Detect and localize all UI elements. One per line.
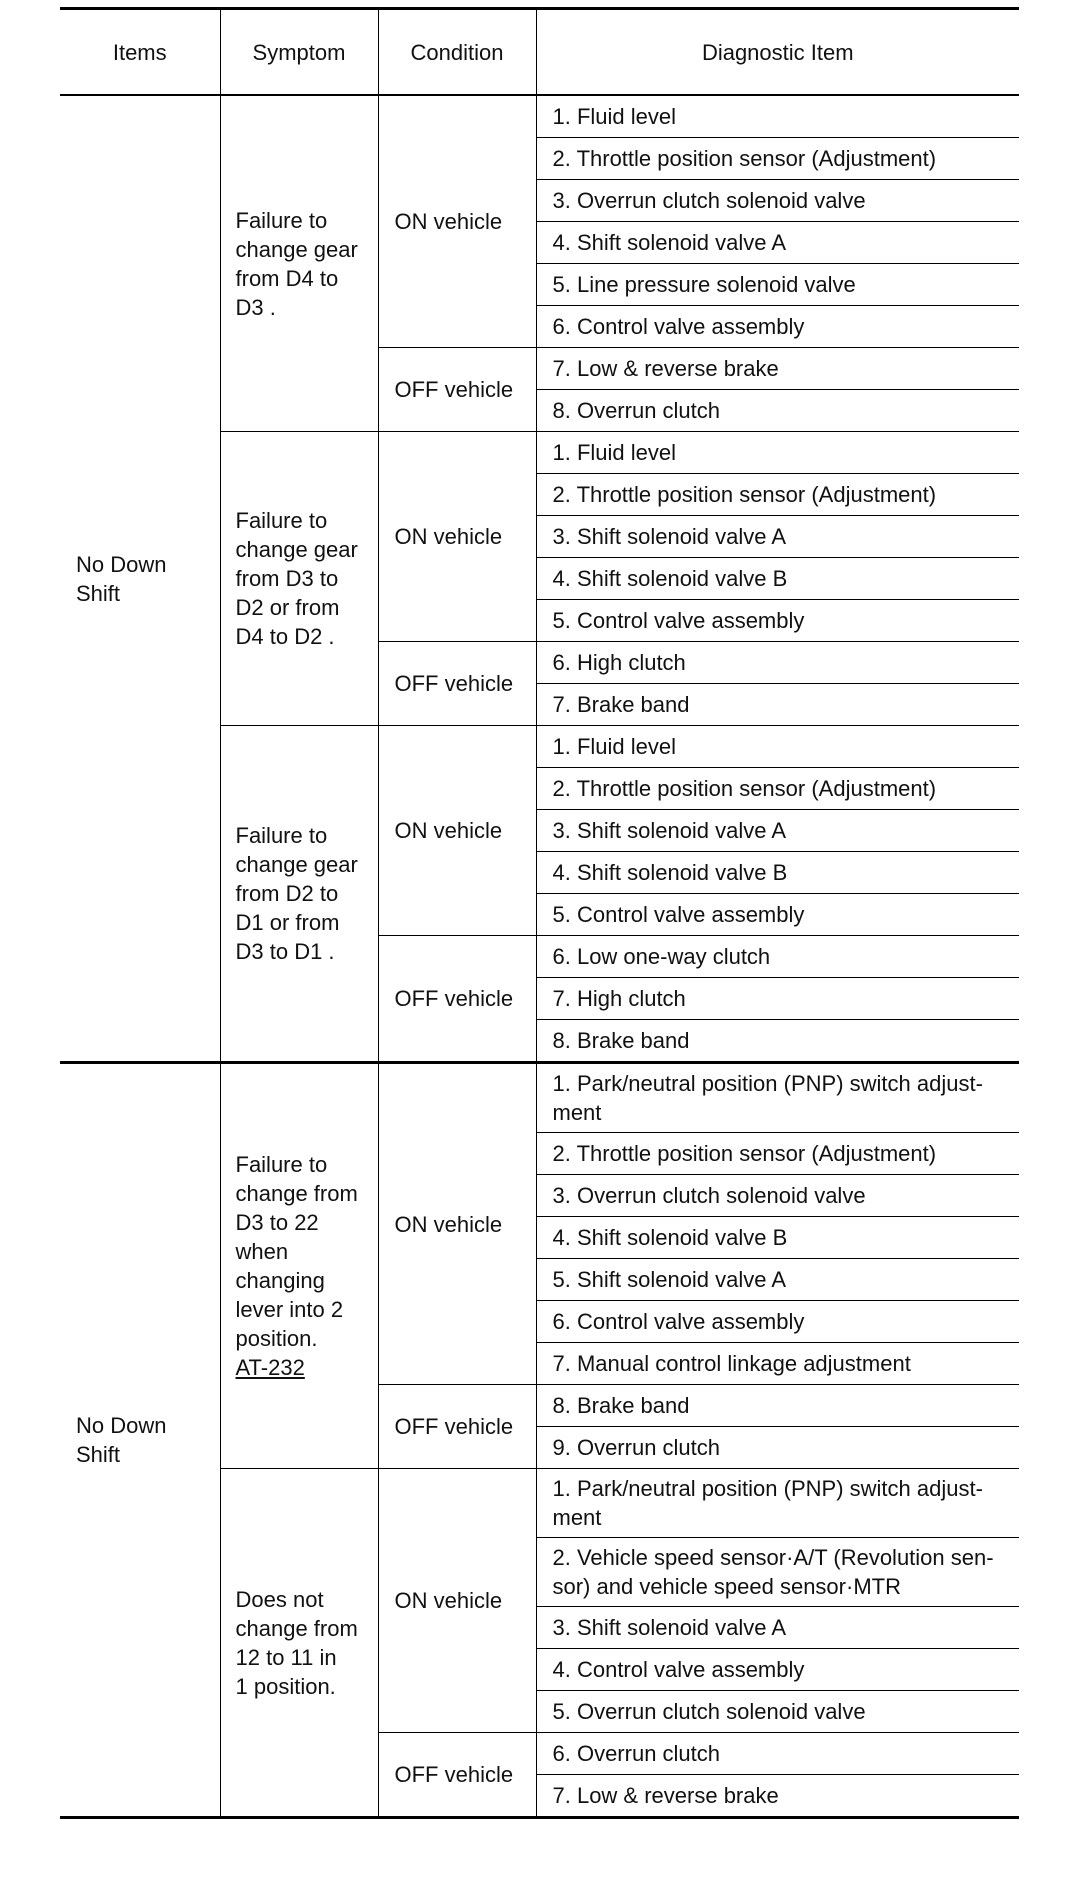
symptom-cell: [220, 95, 378, 432]
diagnostic-item: 4. Shift solenoid valve B: [536, 558, 1019, 600]
symptom-text: position.: [235, 1326, 318, 1351]
symptom-text: change gear: [235, 852, 358, 877]
symptom-cell: [220, 1063, 378, 1469]
condition-cell: OFF vehicle: [378, 642, 536, 726]
diagnostic-item: 5. Control valve assembly: [536, 894, 1019, 936]
diagnostic-item: 2. Throttle position sensor (Adjustment): [536, 1133, 1019, 1175]
condition-cell: OFF vehicle: [378, 1385, 536, 1469]
diagnostic-item: 3. Shift solenoid valve A: [536, 1607, 1019, 1649]
diagnostic-item: 4. Shift solenoid valve A: [536, 222, 1019, 264]
condition-cell: ON vehicle: [378, 1063, 536, 1385]
diagnostic-item: 3. Overrun clutch solenoid valve: [536, 1175, 1019, 1217]
items-text: No Down: [76, 1413, 167, 1438]
diagnostic-item: 1. Park/neutral position (PNP) switch adjust- ment: [536, 1469, 1019, 1538]
diagnostic-item: 7. Low & reverse brake: [536, 1775, 1019, 1818]
group-body: [60, 95, 1019, 1063]
condition-cell: OFF vehicle: [378, 1733, 536, 1818]
diagnostic-item: 7. Low & reverse brake: [536, 348, 1019, 390]
symptom-text: D1 or from: [235, 910, 340, 935]
header-items: Items: [60, 9, 220, 96]
diagnostic-item: 6. Control valve assembly: [536, 306, 1019, 348]
condition-cell: ON vehicle: [378, 1469, 536, 1733]
condition-cell: OFF vehicle: [378, 348, 536, 432]
diagnostic-item: 8. Brake band: [536, 1020, 1019, 1063]
diagnostic-item: 5. Overrun clutch solenoid valve: [536, 1691, 1019, 1733]
symptom-text: lever into 2: [235, 1297, 344, 1322]
header-symptom: Symptom: [220, 9, 378, 96]
symptom-text: when: [235, 1239, 289, 1264]
symptom-text: D3 to D1 .: [235, 939, 335, 964]
diagnostic-item: 3. Shift solenoid valve A: [536, 810, 1019, 852]
diagnostic-item: 5. Line pressure solenoid valve: [536, 264, 1019, 306]
condition-cell: ON vehicle: [378, 95, 536, 348]
symptom-text: D4 to D2 .: [235, 624, 335, 649]
items-text: No Down: [76, 551, 167, 577]
diagnostic-item: 1. Fluid level: [536, 726, 1019, 768]
items-text: Shift: [76, 580, 121, 606]
diagnostic-item: 1. Fluid level: [536, 432, 1019, 474]
diagnostic-item: 2. Throttle position sensor (Adjustment): [536, 768, 1019, 810]
diagnostic-item: 3. Shift solenoid valve A: [536, 516, 1019, 558]
symptom-text: change gear: [235, 236, 358, 262]
table-row: [60, 1063, 1019, 1133]
symptom-text: 12 to 11 in: [235, 1644, 337, 1670]
symptom-text: from D3 to: [235, 566, 339, 591]
symptom-text: D3 to 22: [235, 1210, 319, 1235]
diagnostic-item: 2. Vehicle speed sensor·A/T (Revolution sen- sor) and vehicle speed sensor·MTR: [536, 1538, 1019, 1607]
diagnostic-item: 7. Brake band: [536, 684, 1019, 726]
header-diagnostic-item: Diagnostic Item: [701, 39, 854, 65]
diagnostic-item: 2. Throttle position sensor (Adjustment): [536, 474, 1019, 516]
condition-cell: OFF vehicle: [378, 936, 536, 1063]
condition-cell: ON vehicle: [378, 432, 536, 642]
table-header: [60, 9, 1019, 96]
diagnostic-item: 4. Shift solenoid valve B: [536, 852, 1019, 894]
diagnostic-item: 3. Overrun clutch solenoid valve: [536, 180, 1019, 222]
diagnostic-item: 4. Control valve assembly: [536, 1649, 1019, 1691]
symptom-text: Failure to: [235, 823, 328, 848]
diagnostic-item: 6. High clutch: [536, 642, 1019, 684]
diagnostic-item: 5. Shift solenoid valve A: [536, 1259, 1019, 1301]
symptom-text: change gear: [235, 537, 358, 562]
diagnostic-item: 8. Overrun clutch: [536, 390, 1019, 432]
condition-cell: ON vehicle: [378, 726, 536, 936]
symptom-text: Failure to: [235, 508, 328, 533]
symptom-cell: [220, 432, 378, 726]
diagnostic-item: 7. High clutch: [536, 978, 1019, 1020]
diagnostic-item: 6. Low one-way clutch: [536, 936, 1019, 978]
diagnostic-item: 1. Park/neutral position (PNP) switch adjust- ment: [552, 1071, 983, 1125]
diagnostic-item: 9. Overrun clutch: [536, 1427, 1019, 1469]
group-body: [60, 1063, 1019, 1818]
diagnostic-item: 5. Control valve assembly: [536, 600, 1019, 642]
table-row: [60, 95, 1019, 138]
symptom-cell: [220, 1469, 378, 1818]
reference-link[interactable]: AT-232: [235, 1355, 305, 1380]
items-cell: [60, 1063, 220, 1818]
symptom-text: from D4 to: [235, 265, 339, 291]
symptom-text: from D2 to: [235, 881, 339, 906]
diagnostic-item: 1. Fluid level: [552, 104, 677, 129]
diagnostic-item: 7. Manual control linkage adjustment: [536, 1343, 1019, 1385]
symptom-text: Does not: [235, 1586, 324, 1612]
symptom-text: change from: [235, 1615, 358, 1641]
diagnostic-item: 8. Brake band: [536, 1385, 1019, 1427]
symptom-cell: [220, 726, 378, 1063]
symptom-text: D3 .: [235, 294, 276, 320]
diagnostic-item: 2. Throttle position sensor (Adjustment): [536, 138, 1019, 180]
symptom-text: change from: [235, 1181, 358, 1206]
diagnostic-item: 6. Control valve assembly: [536, 1301, 1019, 1343]
symptom-text: 1 position.: [235, 1673, 336, 1699]
header-condition: Condition: [378, 9, 536, 96]
symptom-text: D2 or from: [235, 595, 340, 620]
diagnostic-item: 6. Overrun clutch: [536, 1733, 1019, 1775]
items-cell: [60, 95, 220, 1063]
symptom-text: Failure to: [235, 207, 328, 233]
items-text: Shift: [76, 1442, 121, 1467]
symptom-text: changing: [235, 1268, 325, 1293]
symptom-text: Failure to: [235, 1152, 328, 1177]
diagnostic-table: [60, 7, 1019, 1819]
diagnostic-item: 4. Shift solenoid valve B: [536, 1217, 1019, 1259]
